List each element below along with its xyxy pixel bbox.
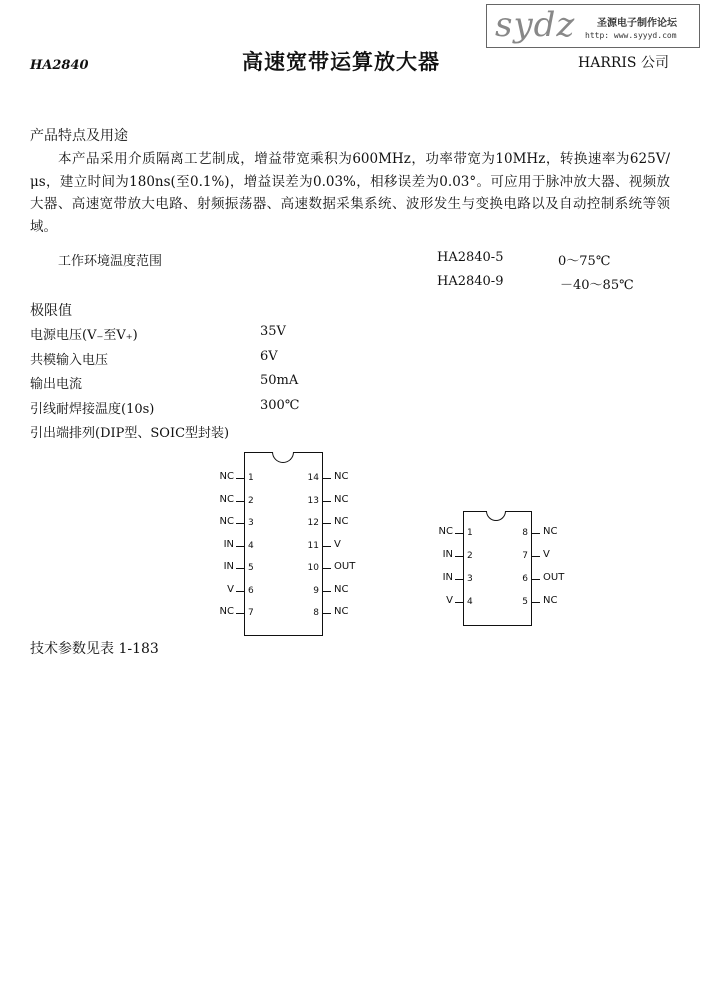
temperature-model: HA2840-9 [437,274,504,289]
pin-lead [455,602,463,603]
pin-number: 3 [467,574,473,584]
package-notch [272,452,294,463]
pin-name: IN [442,572,453,583]
pin-name: NC [334,493,349,505]
pin-number: 5 [248,563,254,573]
limit-label: 电源电压(V₋至V₊) [30,328,138,343]
pin-name: OUT [543,572,565,583]
temperature-model: HA2840-5 [437,250,504,265]
pin-name: NC [334,583,349,595]
pin-number: 1 [467,528,473,538]
limit-label: 共模输入电压 [30,353,109,368]
pin-name: NC [438,526,453,537]
pin-lead [236,546,244,547]
pin-lead [323,501,331,502]
pin-lead [323,523,331,524]
pin-name: NC [334,606,349,617]
pin-name: NC [334,516,349,527]
pin-name: V [543,549,550,560]
pin-name: IN [223,561,234,572]
pin-lead [236,478,244,479]
pin-number: 10 [307,563,319,573]
limit-value: 6V [260,349,278,364]
pin-lead [532,533,540,534]
pin-number: 2 [467,551,473,561]
pin-lead [323,591,331,592]
pin-name: V [334,538,341,550]
limit-value: 35V [260,324,286,339]
pin-number: 11 [307,540,319,551]
pin-lead [532,602,540,603]
limit-value: 300℃ [260,398,300,413]
features-paragraph: 本产品采用介质隔离工艺制成，增益带宽乘积为600MHz，功率带宽为10MHz，转换速率为625V/μs，建立时间为180ns(至0.1%)，增益误差为0.03%，相移误差为0.03°。可应用于脉冲放大器、视频放大器、高速宽带放大电路、射频振荡器、高速数据采集系统、波形发生与变换电路以及自动控制系统等领域。 [30,151,670,235]
limits-heading: 极限值 [30,303,72,319]
pin-name: NC [543,526,558,537]
pin-lead [323,613,331,614]
pin-lead [323,568,331,569]
package-notch [486,511,506,521]
pin-name: IN [442,549,453,560]
pin-lead [455,579,463,580]
watermark-logo: sydz [495,5,576,45]
temperature-range: 0～75℃ [558,254,611,269]
pin-number: 8 [522,528,528,538]
pin-lead [236,591,244,592]
pin-number: 14 [307,473,319,483]
limit-value: 50mA [260,373,299,388]
pin-name: OUT [334,561,356,572]
pin-name: V [446,595,453,606]
pin-number: 7 [248,608,254,618]
watermark-forum-name: 圣源电子制作论坛 [597,18,677,29]
pin-number: 6 [248,585,254,596]
pin-number: 9 [313,585,319,596]
pin-lead [236,501,244,502]
pin-number: 8 [313,608,319,618]
pin-lead [532,579,540,580]
pin-lead [323,546,331,547]
pin-number: 3 [248,518,254,528]
pin-lead [236,523,244,524]
limit-label: 引线耐焊接温度(10s) [30,402,155,417]
pin-lead [532,556,540,557]
watermark-box [486,4,700,48]
pinout-heading: 引出端排列(DIP型、SOIC型封装) [30,426,230,441]
pin-number: 2 [248,495,254,506]
pin-lead [455,533,463,534]
pin-name: IN [223,538,234,550]
pin-lead [323,478,331,479]
page-title: 高速宽带运算放大器 [242,49,440,74]
pin-number: 12 [307,518,319,528]
pin-number: 6 [522,574,528,584]
temperature-label: 工作环境温度范围 [58,254,163,269]
pin-number: 4 [248,540,254,551]
pin-number: 4 [467,597,473,607]
watermark-url: http: www.syyyd.com [585,31,677,40]
pin-name: NC [543,595,558,606]
limit-label: 输出电流 [30,377,83,392]
pin-number: 1 [248,473,254,483]
pin-number: 7 [522,551,528,561]
table-reference: 技术参数见表 1-183 [30,641,159,657]
part-number: HA2840 [30,58,89,73]
company-name: HARRIS 公司 [578,55,669,71]
pin-number: 13 [307,495,319,506]
pin-name: V [227,583,234,595]
features-heading: 产品特点及用途 [30,128,128,144]
pin-name: NC [219,516,234,527]
pin-lead [455,556,463,557]
pin-name: NC [219,471,234,482]
pin-name: NC [334,471,349,482]
pin-lead [236,568,244,569]
temperature-range: －40～85℃ [560,278,634,293]
pin-lead [236,613,244,614]
pin-number: 5 [522,597,528,607]
pin-name: NC [219,606,234,617]
pin-name: NC [219,493,234,505]
